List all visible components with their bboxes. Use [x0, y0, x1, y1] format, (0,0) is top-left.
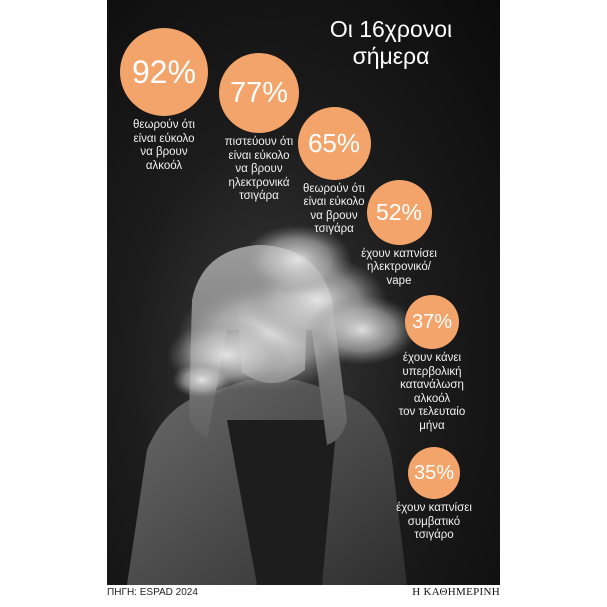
stat-item-92 [109, 28, 219, 173]
stat-caption-line: πιστεύουν ότι [224, 136, 294, 148]
stat-caption-line: υπερβολική [402, 365, 462, 378]
title-line-1: Οι 16χρονοι [329, 16, 453, 42]
stat-caption-line: είναι εύκολο [133, 132, 195, 145]
source-note: ΠΗΓΗ: ESPAD 2024 [107, 587, 198, 598]
stat-caption-line: έχουν καπνίσει [361, 247, 437, 260]
stat-caption-line: συμβατικό [407, 515, 461, 528]
stat-caption-line: έχουν καπνίσει [396, 502, 472, 514]
infographic-panel [107, 0, 500, 585]
publisher-logo: Η ΚΑΘΗΜΕΡΙΝΗ [412, 586, 500, 598]
infographic-title [296, 16, 486, 70]
stat-item-37 [377, 295, 487, 433]
stat-caption-line: θεωρούν ότι [132, 119, 195, 131]
stat-caption-line: κατανάλωση [400, 379, 464, 391]
stat-caption-line: τσιγάρα [239, 190, 279, 202]
stat-item-52 [344, 180, 454, 289]
stat-caption-line: μήνα [419, 419, 445, 432]
stat-caption-line: ηλεκτρονικό/ [366, 261, 431, 273]
stat-caption [377, 352, 487, 433]
stat-caption-line: αλκοόλ [413, 392, 451, 405]
stat-caption [344, 248, 454, 289]
stat-bubble: 52% [367, 180, 432, 245]
stat-caption-line: να βρουν [140, 146, 188, 158]
stat-caption-line: έχουν κάνει [402, 352, 462, 364]
stat-caption-line: να βρουν [310, 209, 358, 222]
stat-caption-line: ηλεκτρονικά [228, 176, 290, 189]
stat-caption-line: τον τελευταίο [398, 406, 466, 418]
stat-caption-line: είναι εύκολο [303, 196, 365, 208]
stat-caption-line: αλκοόλ [145, 159, 183, 172]
stat-caption-line: να βρουν [235, 163, 283, 175]
stat-item-35 [379, 447, 489, 543]
stat-bubble: 92% [120, 28, 208, 116]
stat-caption [109, 119, 219, 173]
stat-caption-line: vape [386, 274, 412, 287]
stat-bubble: 65% [298, 107, 371, 180]
stat-caption-line: τσιγάρο [414, 529, 454, 541]
stat-bubble: 77% [219, 53, 299, 133]
title-line-2: σήμερα [352, 43, 430, 69]
stat-caption-line: θεωρούν ότι [302, 182, 365, 195]
stat-caption-line: είναι εύκολο [228, 149, 290, 162]
stat-caption [379, 502, 489, 543]
stat-bubble: 37% [405, 295, 459, 349]
stat-bubble: 35% [408, 447, 460, 499]
stat-caption-line: τσιγάρα [314, 223, 354, 235]
